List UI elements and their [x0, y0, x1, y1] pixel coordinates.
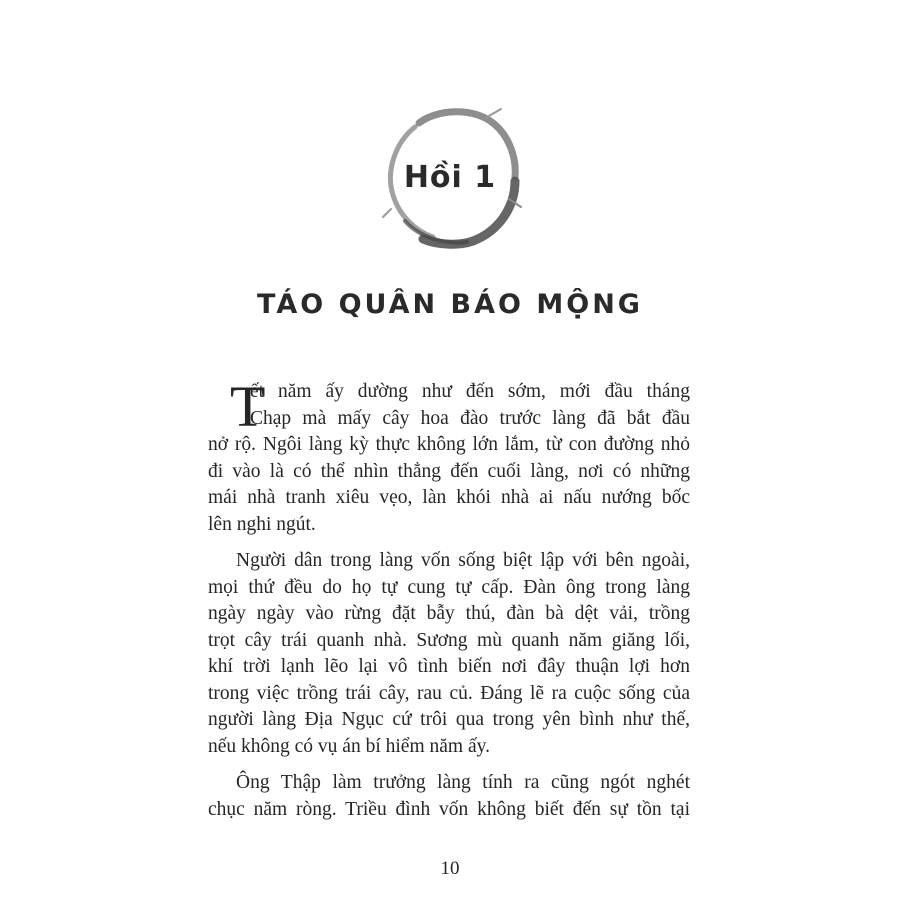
- text-line: nếu không có vụ án bí hiểm năm ấy.: [208, 735, 490, 757]
- text-line: chục năm ròng. Triều đình vốn không biết đến sự tồn tại: [208, 798, 690, 820]
- chapter-number: Hồi 1: [403, 160, 497, 195]
- text-line: ngày ngày vào rừng đặt bẫy thú, đàn bà dệt vải, trồng: [208, 603, 690, 624]
- paragraph-1: [208, 374, 690, 538]
- text-line: nở rộ. Ngôi làng kỳ thực không lớn lắm, từ con đường nhỏ: [208, 434, 690, 455]
- text-line: Chạp mà mấy cây hoa đào trước làng đã bắt đầu: [250, 407, 690, 429]
- page-number: 10: [440, 858, 460, 879]
- paragraph-2: [208, 548, 690, 760]
- text-line: ết năm ấy dường như đến sớm, mới đầu tháng: [250, 381, 690, 402]
- text-line: mọi thứ đều do họ tự cung tự cấp. Đàn ông trong làng: [208, 576, 690, 598]
- drop-cap: T: [230, 374, 266, 439]
- body-text: [208, 374, 690, 823]
- text-line: đi vào là có thể nhìn thẳng đến cuối làng, nơi có những: [208, 460, 690, 482]
- text-line: mái nhà tranh xiêu vẹo, làn khói nhà ai nấu nướng bốc: [208, 487, 690, 508]
- chapter-title: TÁO QUÂN BÁO MỘNG: [257, 289, 643, 320]
- text-line: Người dân trong làng vốn sống biệt lập với bên ngoài,: [236, 550, 690, 571]
- text-line: trọt cây trái quanh nhà. Sương mù quanh năm giăng lối,: [208, 629, 690, 651]
- text-line: khí trời lạnh lẽo lại vô tình biến nơi đây thuận lợi hơn: [208, 656, 690, 677]
- text-line: lên nghi ngút.: [208, 513, 316, 535]
- text-line: trong việc trồng trái cây, rau củ. Đáng lẽ ra cuộc sống của: [208, 682, 690, 704]
- text-line: người làng Địa Ngục cứ trôi qua trong yên bình như thế,: [208, 709, 690, 730]
- text-line: Ông Thập làm trưởng làng tính ra cũng ngót nghét: [236, 772, 690, 793]
- paragraph-3: [208, 770, 690, 823]
